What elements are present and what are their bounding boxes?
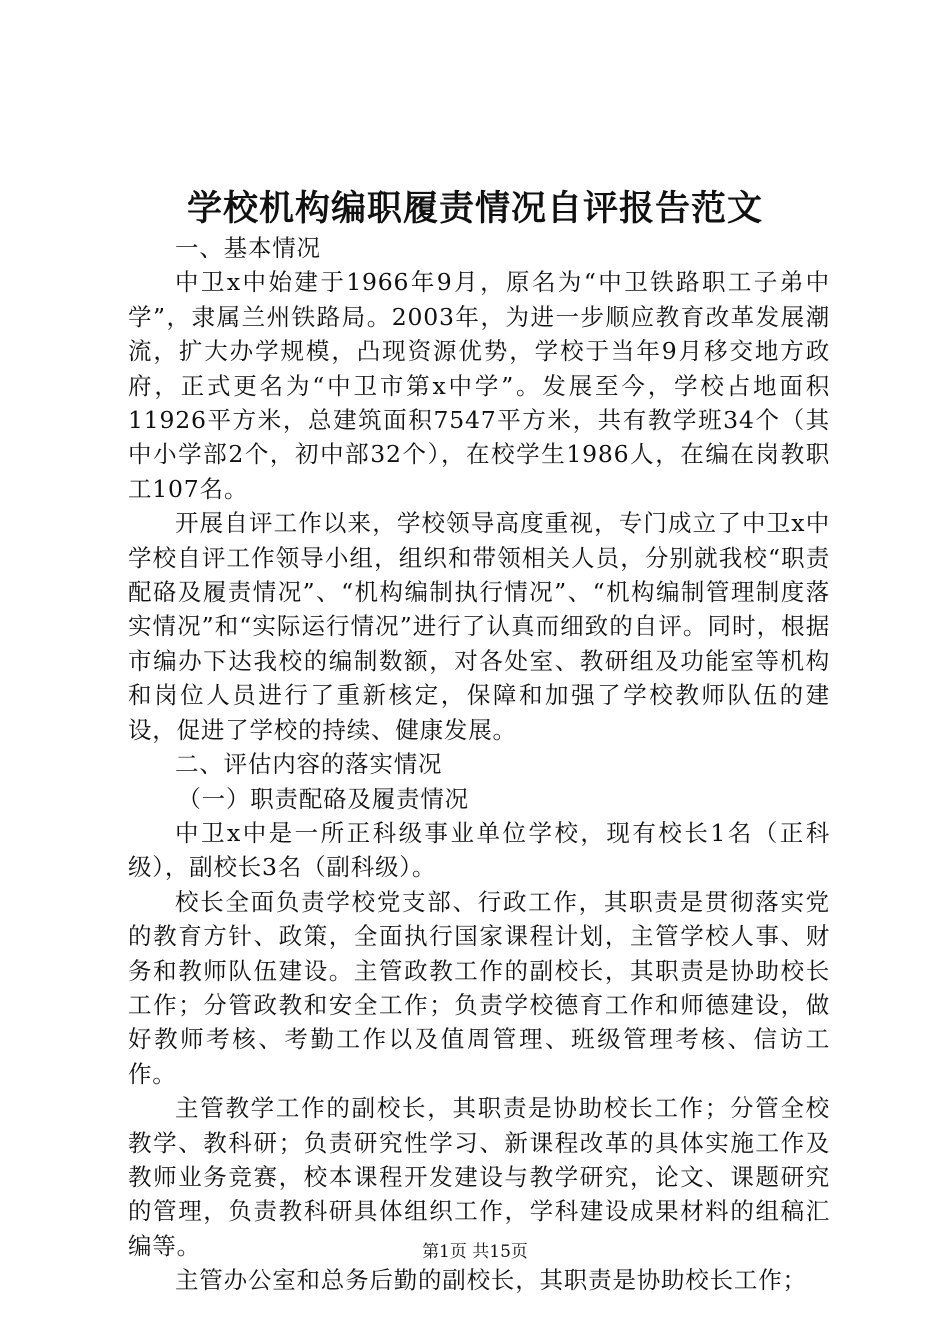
section-heading-evaluation-content: 二、评估内容的落实情况 [175,750,443,779]
paragraph-teaching-vice-principal: 主管教学工作的副校长，其职责是协助校长工作；分管全校教学、教科研；负责研究性学习、新课程改革的具体实施工作及教师业务竞赛，校本课程开发建设与教学研究，论文、课题研究的管理，负责教科研具体组织工作，学科建设成果材料的组稿汇编等。 [128,1094,830,1260]
paragraph-school-rank: 中卫x中是一所正科级事业单位学校，现有校长1名（正科级），副校长3名（副科级）。 [128,818,830,882]
document-body [128,231,830,1298]
page-number-footer: 第1页 共15页 [422,1242,528,1262]
paragraph-school-history: 中卫x中始建于1966年9月，原名为“中卫铁路职工子弟中学”，隶属兰州铁路局。2003年，为进一步顺应教育改革发展潮流，扩大办学规模，凸现资源优势，学校于当年9月移交地方政府，正式更名为“中卫市第x中学”。发展至今，学校占地面积11926平方米，总建筑面积7547平方米，共有教学班34个（其中小学部2个，初中部32个），在校学生1986人，在编在岗教职工107名。 [128,268,830,503]
document-title: 学校机构编职履责情况自评报告范文 [186,188,763,229]
paragraph-self-evaluation: 开展自评工作以来，学校领导高度重视，专门成立了中卫x中学校自评工作领导小组，组织和带领相关人员，分别就我校“职责配硌及履责情况”、“机构编制执行情况”、“机构编制管理制度落实情况”和“实际运行情况”进行了认真而细致的自评。同时，根据市编办下达我校的编制数额，对各处室、教研组及功能室等机构和岗位人员进行了重新核定，保障和加强了学校教师队伍的建设，促进了学校的持续、健康发展。 [128,509,830,744]
paragraph-principal-duties: 校长全面负责学校党支部、行政工作，其职责是贯彻落实党的教育方针、政策，全面执行国家课程计划，主管学校人事、财务和教师队伍建设。主管政教工作的副校长，其职责是协助校长工作；分管政教和安全工作；负责学校德育工作和师德建设，做好教师考核、考勤工作以及值周管理、班级管理考核、信访工作。 [128,887,830,1088]
paragraph-office-vice-principal: 主管办公室和总务后勤的副校长，其职责是协助校长工作； [175,1266,807,1295]
section-heading-basic-info: 一、基本情况 [175,234,321,262]
subsection-heading-duties: （一）职责配硌及履责情况 [177,784,469,813]
